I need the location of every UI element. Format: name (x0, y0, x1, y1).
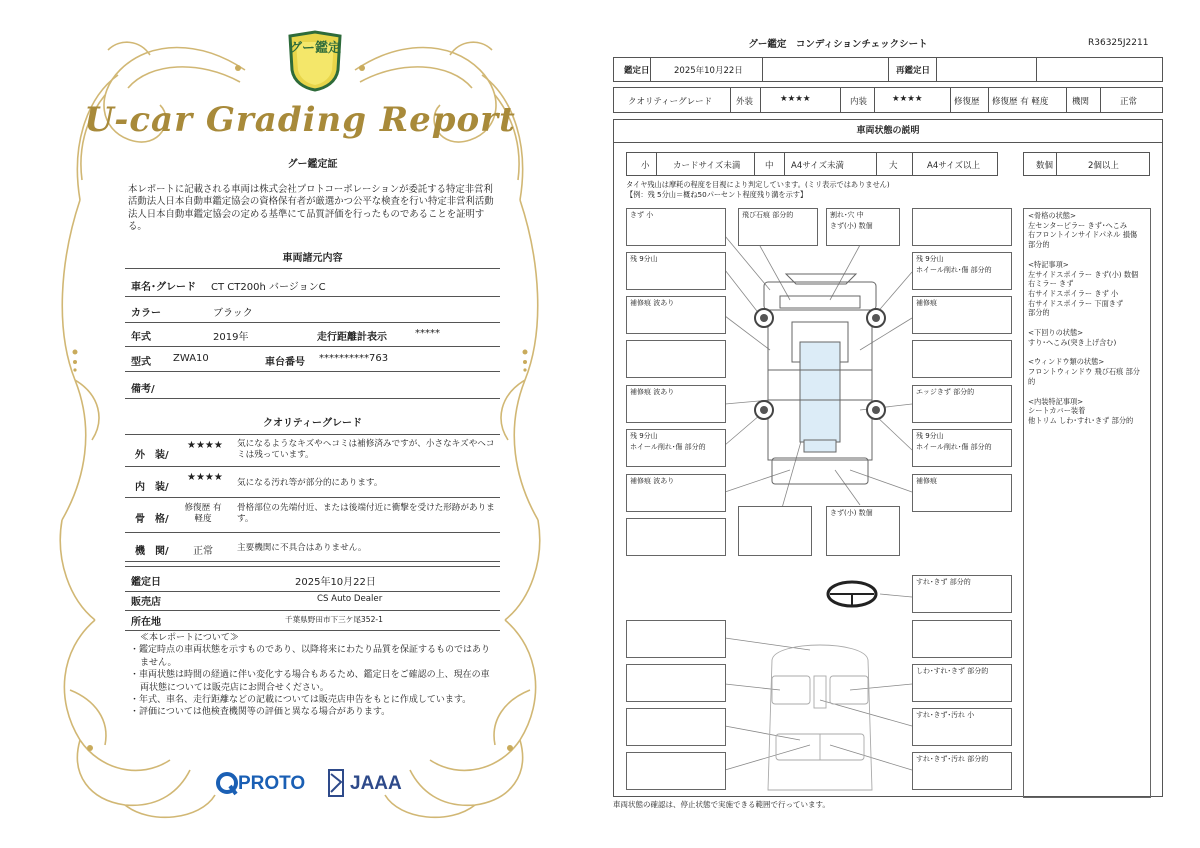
divider (762, 57, 763, 82)
quality-label: 外 装/ (135, 450, 169, 461)
address-value: 千葉県野田市下三ケ尾352-1 (285, 615, 384, 624)
quality-stars: ★★★★ (187, 440, 223, 451)
defect-box (912, 340, 1012, 378)
defect-box (626, 518, 726, 556)
quality-row-interior (125, 469, 500, 498)
side-note-line: <骨格の状態> (1028, 211, 1076, 220)
divider (876, 152, 877, 176)
dealer-row (125, 590, 500, 611)
defect-text: エッジきず 部分的 (916, 388, 975, 396)
defect-text: すれ･きず･汚れ 小 (916, 711, 975, 719)
defect-text: きず 小 (630, 211, 654, 219)
quality-desc: 骨格部位の先端付近、または後端付近に衝撃を受けた形跡があります。 (237, 503, 495, 524)
defect-box (738, 208, 818, 246)
defect-box (912, 575, 1012, 613)
quality-label: 機 関/ (135, 546, 169, 557)
legend-mid: 中 (765, 161, 774, 171)
quality-row-engine (125, 535, 500, 562)
defect-box (626, 429, 726, 467)
remarks-label: 備考/ (131, 384, 155, 395)
notes-title: ≪本レポートについて≫ (140, 633, 239, 643)
spacer (1028, 318, 1146, 328)
divider (784, 152, 785, 176)
divider (1100, 87, 1101, 113)
certificate-heading: グー鑑定証 (287, 159, 338, 170)
side-note-line: 他トリム しわ･すれ･きず 部分的 (1028, 415, 1134, 425)
defect-text: 補修痕 波あり (630, 388, 675, 396)
year-value: 2019年 (213, 332, 249, 343)
quality-label: 骨 格/ (135, 514, 169, 525)
name-value: CT CT200h バージョンC (211, 282, 326, 293)
defect-text: すれ･きず･汚れ 部分的 (916, 755, 989, 763)
legend-count-desc: 2個以上 (1088, 161, 1119, 171)
legend-large-desc: A4サイズ以上 (927, 161, 981, 171)
spec-row-color (125, 298, 500, 323)
defect-text: きず(小) 数個 (830, 509, 873, 517)
sheet-title: グー鑑定 コンディションチェックシート (748, 39, 928, 50)
note-item: ・年式、車名、走行距離などの記載については販売店申告をもとに作成しています。 (130, 695, 472, 706)
defect-text: 補修痕 波あり (630, 299, 675, 307)
side-note-line: <ウィンドウ類の状態> (1028, 357, 1105, 367)
side-note-line: 左センターピラー きず･へこみ (1028, 220, 1128, 230)
defect-box (912, 620, 1012, 658)
divider (950, 87, 951, 113)
quality-row-exterior (125, 436, 500, 467)
divider (656, 152, 657, 176)
side-note-line: <下回りの状態> (1028, 328, 1084, 338)
side-note-line: 部分的 (1028, 240, 1050, 250)
legend-count: 数個 (1036, 161, 1054, 171)
divider (754, 152, 755, 176)
defect-text: 残 9分山 (630, 432, 658, 440)
defect-box (626, 252, 726, 290)
ext-value: ★★★★ (780, 94, 811, 104)
quality-desc: 気になる汚れ等が部分的にあります。 (237, 478, 383, 488)
defect-box (626, 620, 726, 658)
document-id: R36325J2211 (1088, 38, 1149, 48)
divider (912, 152, 913, 176)
defect-box (826, 208, 900, 246)
repair-value: 修復歴 有 軽度 (992, 97, 1049, 107)
goo-appraisal-logo-icon (286, 30, 344, 92)
divider (125, 268, 500, 269)
side-note-line: <特記事項> (1028, 259, 1069, 269)
jaaa-logo-text: JAAA (350, 773, 402, 794)
grade-row (613, 87, 1163, 113)
spec-row-name (125, 272, 500, 297)
name-label: 車名･グレード (131, 282, 196, 293)
state-title: 車両状態の説明 (613, 119, 1163, 143)
legend-small: 小 (641, 161, 650, 171)
defect-text: ホイール削れ･傷 部分的 (916, 266, 992, 274)
note-item: ・車両状態は時間の経過に伴い変化する場合もあるため、鑑定日をご確認の上、現在の車両状態については販売店にお問合せください。 (130, 670, 490, 693)
chassis-value: **********763 (319, 353, 389, 364)
count-legend (1023, 152, 1150, 176)
year-label: 年式 (131, 332, 151, 343)
defect-box (912, 429, 1012, 467)
side-note-line: 部分的 (1028, 308, 1050, 318)
defect-text: ホイール削れ･傷 部分的 (630, 443, 706, 451)
defect-box (738, 506, 812, 556)
quality-stars: ★★★★ (187, 472, 223, 483)
legend-mid-desc: A4サイズ未満 (791, 161, 845, 171)
side-note-line: 右フロントインサイドパネル 損傷 (1028, 230, 1138, 240)
specs-title: 車両諸元内容 (282, 253, 343, 264)
note-item: ・鑑定時点の車両状態を示すものであり、以降将来にわたり品質を保証するものではありません。 (130, 645, 491, 668)
defect-box (912, 474, 1012, 512)
proto-logo-text: PROTO (238, 773, 306, 794)
spec-row-remarks (125, 374, 500, 399)
defect-text: 割れ･穴 中 (830, 211, 864, 219)
date-value: 2025年10月22日 (674, 66, 743, 76)
defect-text: 残 9分山 (916, 432, 944, 440)
defect-box (626, 752, 726, 790)
divider (840, 87, 841, 113)
defect-box (626, 385, 726, 423)
model-value: ZWA10 (173, 353, 209, 364)
side-note-line: すり･へこみ(突き上げ含む) (1028, 337, 1117, 347)
side-note-line: 左サイドスポイラー きず(小) 数個 (1028, 269, 1139, 279)
model-label: 型式 (131, 357, 151, 368)
defect-text: ホイール削れ･傷 部分的 (916, 443, 992, 451)
side-note-line: フロントウィンドウ 飛び石痕 部分的 (1028, 367, 1140, 386)
legend-small-desc: カードサイズ未満 (673, 161, 741, 171)
divider (730, 87, 731, 113)
defect-text: 残 9分山 (630, 255, 658, 263)
tire-note: タイヤ残山は摩耗の程度を目視により判定しています。(ミリ表示ではありません) (626, 180, 890, 189)
defect-text: すれ･きず 部分的 (916, 578, 971, 586)
divider (760, 87, 761, 113)
address-row (125, 610, 500, 631)
side-note-line: シートカバー装着 (1028, 406, 1086, 416)
defect-text: きず(小) 数個 (830, 222, 873, 230)
defect-text: 補修痕 (916, 299, 937, 307)
int-label: 内装 (850, 97, 868, 107)
dealer-label: 販売店 (131, 597, 161, 608)
divider (650, 57, 651, 82)
defect-box (626, 664, 726, 702)
legend-large: 大 (889, 161, 898, 171)
size-legend (626, 152, 998, 176)
defect-text: しわ･すれ･きず 部分的 (916, 667, 989, 675)
mileage-value: ***** (415, 328, 440, 339)
defect-box (626, 208, 726, 246)
defect-text: 残 9分山 (916, 255, 944, 263)
defect-box (912, 252, 1012, 290)
appraisal-date-value: 2025年10月22日 (295, 577, 376, 588)
jaaa-logo-icon (326, 768, 346, 798)
spec-row-model (125, 347, 500, 372)
mileage-label: 走行距離計表示 (317, 332, 387, 343)
spacer (1028, 250, 1146, 260)
date-label: 鑑定日 (624, 66, 650, 76)
address-label: 所在地 (131, 617, 161, 628)
quality-desc: 気になるようなキズやヘコミは補修済みですが、小さなキズやヘコミは残っています。 (237, 439, 495, 460)
spec-row-year (125, 322, 500, 347)
defect-box (626, 340, 726, 378)
quality-stars: 正常 (193, 546, 213, 557)
divider (936, 57, 937, 82)
defect-box (626, 708, 726, 746)
divider (1066, 87, 1067, 113)
quality-row-frame (125, 500, 500, 533)
side-notes (1023, 208, 1151, 798)
quality-desc: 主要機関に不具合はありません。 (237, 543, 367, 553)
defect-box (626, 296, 726, 334)
engine-label: 機関 (1072, 97, 1090, 107)
side-note-line: 右サイドスポイラー 下面きず (1028, 298, 1124, 308)
defect-box (912, 708, 1012, 746)
side-note-line: <内装特記事項> (1028, 396, 1084, 406)
divider (1036, 57, 1037, 82)
tire-example: 【例：残 5分山＝概ね50パーセント程度残り溝を示す】 (626, 190, 808, 199)
proto-logo-icon (216, 772, 238, 796)
reappraisal-label: 再鑑定日 (896, 66, 931, 76)
int-value: ★★★★ (892, 94, 923, 104)
color-value: ブラック (213, 308, 253, 319)
report-notes (128, 632, 498, 719)
repair-label: 修復歴 (954, 97, 980, 107)
color-label: カラー (131, 308, 161, 319)
report-title: U-car Grading Report (84, 100, 516, 140)
divider (1056, 152, 1057, 176)
side-note-line: 右サイドスポイラー きず 小 (1028, 288, 1119, 298)
defect-text: 飛び石痕 部分的 (742, 211, 794, 219)
divider (888, 57, 889, 82)
quality-label: 内 装/ (135, 482, 169, 493)
ext-label: 外装 (736, 97, 754, 107)
logo-text: グー鑑定 (288, 41, 341, 56)
certificate-intro: 本レポートに記載される車両は株式会社プロトコーポレーションが委託する特定非営利活動法人日本自動車鑑定協会の資格保有者が厳選かつ公平な検査を行い特定非営利活動法人日本自動車鑑定協会の定める基準にて品質評価を行ったものであることを証明する。 (128, 184, 494, 232)
defect-box (912, 385, 1012, 423)
defect-box (912, 752, 1012, 790)
defect-box (626, 474, 726, 512)
divider (125, 434, 500, 435)
side-note-line: 右ミラー きず (1028, 279, 1074, 289)
divider (988, 87, 989, 113)
note-item: ・評価については他検査機関等の評価と異なる場合があります。 (130, 707, 391, 718)
defect-box (826, 506, 900, 556)
appraisal-date-row (125, 566, 500, 592)
quality-stars: 修復歴 有 軽度 (184, 503, 222, 524)
defect-box (912, 296, 1012, 334)
qg-label: クオリティーグレード (628, 97, 713, 107)
defect-text: 補修痕 波あり (630, 477, 675, 485)
engine-value: 正常 (1120, 97, 1138, 107)
defect-box (912, 664, 1012, 702)
divider (874, 87, 875, 113)
spacer (1028, 387, 1146, 397)
spacer (1028, 347, 1146, 357)
appraisal-date-label: 鑑定日 (131, 577, 161, 588)
dealer-value: CS Auto Dealer (317, 594, 383, 604)
chassis-label: 車台番号 (265, 357, 305, 368)
footer-note: 車両状態の確認は、停止状態で実施できる範囲で行っています。 (613, 800, 830, 809)
quality-title: クオリティーグレード (263, 418, 362, 429)
defect-box (912, 208, 1012, 246)
defect-text: 補修痕 (916, 477, 937, 485)
